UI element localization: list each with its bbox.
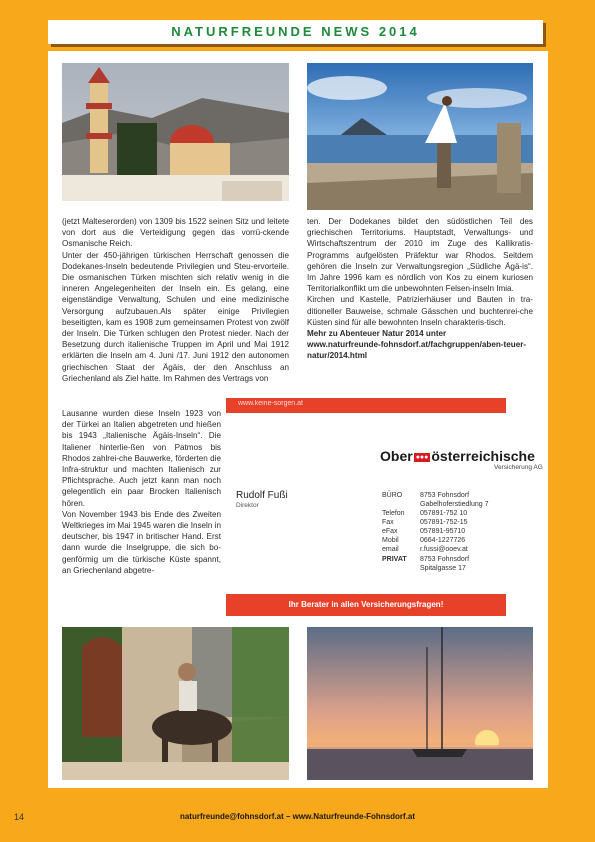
photo-church	[62, 63, 289, 210]
contact-label: Mobil	[382, 537, 399, 544]
contact-label: BÜRO	[382, 492, 403, 499]
sunset-image	[307, 627, 533, 780]
contact-row	[382, 556, 469, 563]
article-left-column	[62, 216, 289, 384]
contact-row	[382, 501, 489, 508]
page-header	[48, 20, 543, 44]
photo-coast-woman	[307, 63, 533, 210]
contact-value: 057891-95710	[420, 528, 466, 535]
contact-row	[382, 565, 466, 572]
contact-value: 0664-1227726	[420, 537, 466, 544]
contact-label: Telefon	[382, 510, 405, 517]
contact-value: 8753 Fohnsdorf	[420, 556, 470, 563]
contact-value: Spitalgasse 17	[420, 565, 466, 572]
brand-subtitle: Versicherung AG	[494, 464, 543, 471]
ad-top-bar	[226, 398, 506, 413]
more-info-lead: Mehr zu Abenteuer Natur 2014 unter	[307, 329, 447, 339]
photo-sailboat-sunset	[307, 627, 533, 780]
ad-person-name: Rudolf Fußi	[236, 490, 288, 501]
article-right-column	[307, 216, 533, 362]
more-info-link[interactable]: www.naturfreunde-fohnsdorf.at/fachgruppen/aben-teuer-natur/2014.html	[307, 340, 527, 361]
coast-image	[307, 63, 533, 210]
brand-right: österreichische	[431, 448, 535, 464]
article-paragraph: Von November 1943 bis Ende des Zweiten Weltkrieges im Mai 1945 waren die Inseln in deutscher, bis 1947 in britischer Hand. Erst dann wurde die Inselgruppe, die sich bo-genförmig um die türkische Küste spannt, an Griechenland abgetre-	[62, 509, 221, 575]
contact-value: 057891-752 10	[420, 510, 468, 517]
article-paragraph: Lausanne wurden diese Inseln 1923 von der Türkei an Italien abgetreten und hießen bis 1943 „Italienische Ägäis-Inseln“. Die Italiener hinterlie-ßen von Patmos bis Rhodos zahlrei-che Bauwerke, förderten die Infra-struktur und machten Italienisch zur Pflichtsprache. Auch jetzt kann man noch gelegentlich ein paar Brocken Italienisch hören.	[62, 409, 221, 508]
insurance-ad	[226, 398, 543, 617]
donkey-image	[62, 627, 289, 780]
contact-value: Gabelhoferstiedlung 7	[420, 501, 489, 508]
contact-label: eFax	[382, 528, 398, 535]
contact-row	[382, 546, 468, 553]
contact-label: PRIVAT	[382, 556, 407, 563]
brand-mark: ●●●	[415, 453, 429, 461]
contact-row	[382, 537, 465, 544]
article-left-narrow-column	[62, 408, 221, 576]
insurance-logo	[380, 448, 535, 464]
ad-top-url: www.keine-sorgen.at	[238, 400, 303, 407]
church-image	[62, 63, 289, 210]
contact-row	[382, 528, 465, 535]
contact-row	[382, 519, 468, 526]
contact-value[interactable]: r.fussi@ooev.at	[420, 546, 468, 553]
footer-contact: naturfreunde@fohnsdorf.at – www.Naturfreunde-Fohnsdorf.at	[179, 812, 416, 821]
article-paragraph: Unter der 450-jährigen türkischen Herrschaft genossen die Dodekanes-Inseln bedeutende Privilegien und Steu-ervorteile. Die osmanischen Türken mischten sich relativ wenig in die inneren Angelegenheiten der Inseln ein. Es gelang, eine eigenständige Verwaltung, Schulen und eine medizinische Versorgung aufzubauen.Als später einige Privilegien beseitigten, kam es 1908 zum gemeinsamen Protest von zwölf der Inseln. Die Türken schlugen den Protest nieder. Nach der Besetzung durch italienische Truppen im April und Mai 1912 erklärten die Inseln am 4. Juni /17. Juni 1912 den autonomen griechischen Staat der Ägäis, der den Anschluss an Griechenland als Ziel hatte. Im Rahmen des Vertrags von	[62, 250, 289, 383]
contact-label: Fax	[382, 519, 394, 526]
contact-label: email	[382, 546, 399, 553]
page-number: 14	[14, 812, 25, 822]
ad-person-role: Direktor	[236, 502, 259, 509]
contact-row	[382, 492, 469, 499]
brand-left: Ober	[380, 448, 413, 464]
article-paragraph: Kirchen und Kastelle, Patrizierhäuser und Bauten in tra-ditioneller Bauweise, schmale Gässchen und buchtenrei-che Küsten sind für alle bewohnten Inseln charakteris-tisch.	[307, 295, 533, 327]
article-paragraph: (jetzt Malteserorden) von 1309 bis 1522 seinen Sitz und leitete von dort aus die Verteidigung gegen das vorrü-ckende Osmanische Reich.	[62, 217, 289, 249]
page-title: NATURFREUNDE NEWS 2014	[171, 24, 420, 39]
contact-value: 057891-752-15	[420, 519, 468, 526]
contact-row	[382, 510, 467, 517]
contact-value: 8753 Fohnsdorf	[420, 492, 470, 499]
article-paragraph: ten. Der Dodekanes bildet den südöstlichen Teil des griechischen Territoriums. Hauptstadt, Verwaltungs- und Wirtschaftszentrum der 2010 im Zuge des Kallikratis-Programms aufgelösten Präfektur war Rhodos. Seitdem gehören die Inseln zur Verwaltungsregion „Südliche Ägä-is“. Im Jahre 1996 kam es nördlich von Kos zu einem kuriosen Territorialkonflikt um die unbewohnten Felsen-inseln Imia.	[307, 217, 533, 294]
ad-banner: Ihr Berater in allen Versicherungsfragen!	[226, 594, 506, 616]
photo-donkey	[62, 627, 289, 780]
